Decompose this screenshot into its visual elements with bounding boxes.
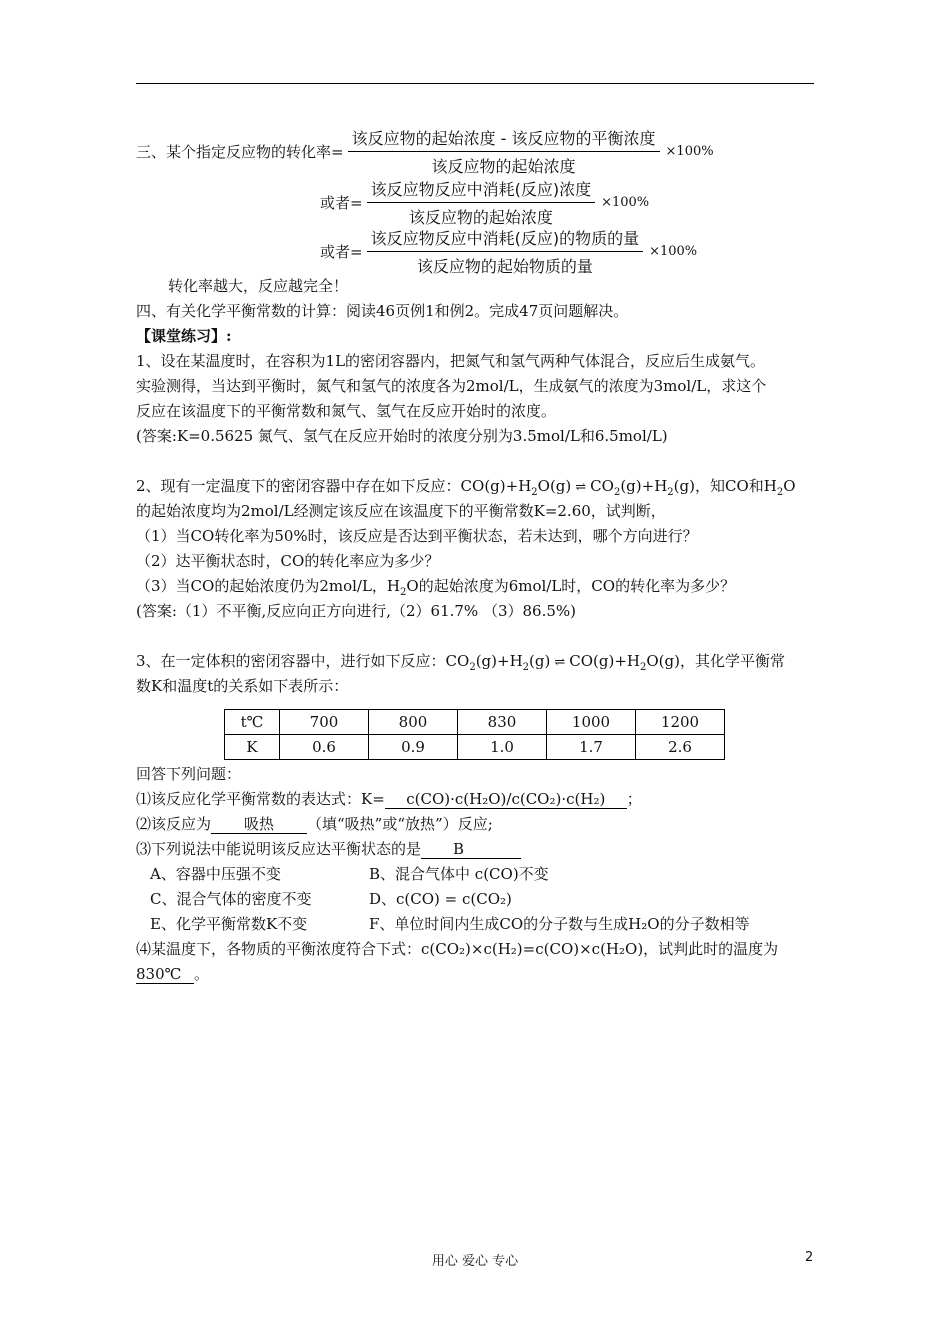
table-cell: 0.9: [369, 735, 458, 760]
q1-line1: 1、设在某温度时，在容积为1L的密闭容器内，把氮气和氢气两种气体混合，反应后生成氨气。: [136, 352, 766, 370]
answer-blank: 吸热: [211, 815, 307, 834]
or-label: 或者=: [320, 243, 363, 261]
q1-answer: (答案:K=0.5625 氮气、氢气在反应开始时的浓度分别为3.5mol/L和6.5mol/L): [136, 427, 668, 445]
fraction-1-numerator: 该反应物的起始浓度 - 该反应物的平衡浓度: [348, 126, 660, 152]
header-rule: [136, 83, 814, 84]
q3-sub2: [136, 814, 493, 834]
k-temperature-table: [224, 709, 725, 760]
table-cell: 800: [369, 710, 458, 735]
conversion-formula-3: [320, 226, 697, 277]
fraction-2-numerator: 该反应物反应中消耗(反应)浓度: [367, 177, 596, 203]
table-cell: 2.6: [636, 735, 725, 760]
percent-factor: ×100%: [601, 195, 650, 210]
q2-part2: （2）达平衡状态时，CO的转化率应为多少？: [136, 552, 440, 570]
q3-sub4-answer-line: [136, 964, 209, 984]
q1-line3: 反应在该温度下的平衡常数和氮气、氢气在反应开始时的浓度。: [136, 402, 557, 420]
table-cell: 1000: [547, 710, 636, 735]
option-d: D、c(CO) = c(CO₂): [369, 890, 512, 908]
q3-text: 。: [194, 965, 210, 983]
fraction-3: [367, 226, 644, 277]
q3-sub3-label: ⑶下列说法中能说明该反应达平衡状态的是: [136, 840, 422, 858]
table-cell: 700: [280, 710, 369, 735]
q3-answer-intro: 回答下列问题：: [136, 765, 242, 783]
fraction-3-denominator: 该反应物的起始物质的量: [416, 257, 593, 276]
q3-line1: 3、在一定体积的密闭容器中，进行如下反应：$CO_2(g)+H_2(g)$ ⇌ $CO(g)+H_2O(g)$，其化学平衡常: [136, 652, 785, 673]
section4-text: 四、有关化学平衡常数的计算：阅读46页例1和例2。完成47页问题解决。: [136, 302, 629, 320]
fraction-2-denominator: 该反应物的起始浓度: [408, 208, 553, 227]
table-cell: K: [225, 735, 280, 760]
q3-text: (g): [529, 652, 551, 670]
fraction-1: [348, 126, 660, 177]
q3-sub2-label: ⑵该反应为: [136, 815, 212, 833]
q3-sub1: [136, 789, 642, 809]
q3-text: (g)+H: [475, 652, 523, 670]
option-b: B、混合气体中 c(CO)不变: [369, 865, 549, 883]
q2-answer: (答案:（1）不平衡,反应向正方向进行,（2）61.7% （3）86.5%): [136, 602, 576, 620]
q3-text: 3、在一定体积的密闭容器中，进行如下反应：CO: [136, 652, 470, 670]
q2-text: （3）当CO的起始浓度仍为2mol/L，H: [136, 577, 401, 595]
section3-note: 转化率越大，反应越完全！: [168, 277, 349, 295]
q3-sub3: [136, 839, 521, 859]
page-number: 2: [805, 1250, 814, 1265]
q2-text: O(g): [537, 477, 572, 495]
fraction-2: [367, 177, 596, 228]
option-c: C、混合气体的密度不变: [150, 890, 312, 908]
q3-text: O(g)，其化学平衡常: [646, 652, 785, 670]
option-a: A、容器中压强不变: [150, 865, 281, 883]
table-cell: 830: [458, 710, 547, 735]
conversion-formula-2: [320, 177, 649, 228]
q3-text: （填“吸热”或“放热”）反应;: [307, 815, 493, 833]
q3-text: ；: [626, 790, 642, 808]
option-e: E、化学平衡常数K不变: [150, 915, 308, 933]
or-label: 或者=: [320, 194, 363, 212]
q2-part1: （1）当CO转化率为50%时，该反应是否达到平衡状态，若未达到，哪个方向进行？: [136, 527, 698, 545]
table-cell: 1200: [636, 710, 725, 735]
percent-factor: ×100%: [665, 144, 714, 159]
answer-blank: B: [421, 840, 521, 859]
answer-blank: c(CO)·c(H₂O)/c(CO₂)·c(H₂): [385, 790, 627, 809]
table-row: [225, 735, 725, 760]
page-footer: 用心 爱心 专心: [431, 1254, 519, 1269]
q1-line2: 实验测得，当达到平衡时，氮气和氢气的浓度各为2mol/L，生成氨气的浓度为3mol/L，求这个: [136, 377, 767, 395]
section3-label: 三、某个指定反应物的转化率=: [136, 143, 344, 161]
answer-blank: 830℃: [136, 965, 194, 984]
option-f: F、单位时间内生成CO的分子数与生成H₂O的分子数相等: [369, 915, 750, 933]
q2-part3: （3）当CO的起始浓度仍为2mol/L，$H_2O$的起始浓度为6mol/L时，CO的转化率为多少？: [136, 577, 736, 598]
q2-text: O的起始浓度为6mol/L时，CO的转化率为多少？: [406, 577, 736, 595]
q3-line2: 数K和温度t的关系如下表所示：: [136, 677, 349, 695]
q2-text: 2、现有一定温度下的密闭容器中存在如下反应：CO(g)+H: [136, 477, 532, 495]
equilibrium-arrow-icon: ⇌: [575, 480, 587, 495]
table-cell: 1.7: [547, 735, 636, 760]
table-cell: 1.0: [458, 735, 547, 760]
table-row: [225, 710, 725, 735]
fraction-1-denominator: 该反应物的起始浓度: [431, 157, 576, 176]
q2-line2: 的起始浓度均为2mol/L经测定该反应在该温度下的平衡常数K=2.60，试判断，: [136, 502, 666, 520]
conversion-formula-1: [136, 126, 714, 177]
q3-text: CO(g)+H: [569, 652, 640, 670]
q2-text: O: [783, 477, 796, 495]
equilibrium-arrow-icon: ⇌: [554, 655, 566, 670]
q2-text: CO: [590, 477, 614, 495]
q3-sub1-label: ⑴该反应化学平衡常数的表达式：K=: [136, 790, 385, 808]
q3-sub4: ⑷某温度下，各物质的平衡浓度符合下式：c(CO₂)×c(H₂)=c(CO)×c(H₂O)，试判此时的温度为: [136, 940, 779, 958]
q2-text: (g)，知CO和H: [673, 477, 777, 495]
fraction-3-numerator: 该反应物反应中消耗(反应)的物质的量: [367, 226, 644, 252]
exercise-title: 【课堂练习】:: [136, 327, 232, 345]
q2-text: (g)+H: [620, 477, 668, 495]
table-cell: t℃: [225, 710, 280, 735]
table-cell: 0.6: [280, 735, 369, 760]
q2-line1: 2、现有一定温度下的密闭容器中存在如下反应：$CO(g)+H_2O(g)$ ⇌ $CO_2(g)+H_2(g)$，知CO和$H_2O$: [136, 477, 796, 498]
percent-factor: ×100%: [649, 244, 698, 259]
